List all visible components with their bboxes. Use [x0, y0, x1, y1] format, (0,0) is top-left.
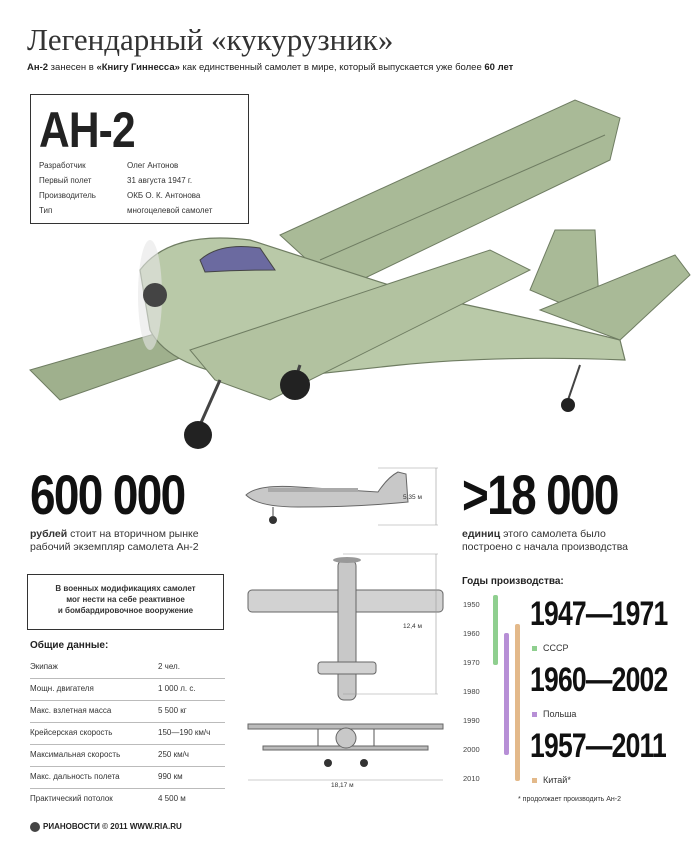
footer-url[interactable]: WWW.RIA.RU: [129, 822, 182, 832]
page-title: Легендарный «кукурузник»: [27, 22, 394, 57]
ria-logo-icon: [30, 822, 40, 832]
table-row: Мощн. двигателя 1 000 л. с.: [30, 678, 225, 701]
length-dimension-label: 12,4 м: [403, 623, 422, 630]
military-note-box: В военных модификациях самолет мог нести на себе реактивное и бомбардировочное вооружение: [27, 574, 224, 630]
poland-color-swatch: [532, 712, 537, 717]
decade-label: 1950: [463, 600, 480, 609]
three-view-drawings: [238, 462, 448, 802]
aircraft-info-box: [30, 94, 249, 224]
table-row: Практический потолок 4 500 м: [30, 794, 186, 803]
decade-label: 1990: [463, 716, 480, 725]
table-row: Макс. взлетная масса 5 500 кг: [30, 700, 225, 723]
china-color-swatch: [532, 778, 537, 783]
production-footnote: * продолжает производить Ан-2: [518, 796, 622, 803]
spec-row-type: Тип многоцелевой самолет: [39, 206, 213, 215]
decade-label: 1970: [463, 658, 480, 667]
decade-label: 2000: [463, 745, 480, 754]
production-bar-ussr: [493, 595, 498, 665]
general-data-title: Общие данные:: [30, 640, 109, 651]
units-number: >18 000: [462, 463, 618, 526]
wingspan-dimension-label: 18,17 м: [331, 782, 354, 789]
price-number: 600 000: [30, 463, 185, 526]
aircraft-name: АН-2: [39, 102, 135, 158]
units-description: единиц этого самолета было построено с начала производства: [462, 528, 629, 553]
production-bar-china: [515, 624, 520, 781]
table-row: Экипаж 2 чел.: [30, 656, 225, 679]
table-row: Макс. дальность полета 990 км: [30, 766, 225, 789]
production-bar-poland: [504, 633, 509, 755]
period-country-poland: Польша: [532, 709, 576, 719]
period-country-ussr: СССР: [532, 643, 569, 653]
price-description: рублей стоит на вторичном рынке рабочий экземпляр самолета Ан-2: [30, 528, 199, 553]
spec-row-developer: Разработчик Олег Антонов: [39, 161, 179, 170]
decade-label: 1960: [463, 629, 480, 638]
spec-row-first-flight: Первый полет 31 августа 1947 г.: [39, 176, 193, 185]
footer-credit: РИАНОВОСТИ © 2011 WWW.RIA.RU: [30, 822, 182, 832]
table-row: Максимальная скорость 250 км/ч: [30, 744, 225, 767]
ussr-color-swatch: [532, 646, 537, 651]
period-range-ussr: 1947—1971: [530, 595, 668, 633]
production-years-title: Годы производства:: [462, 576, 564, 587]
period-range-poland: 1960—2002: [530, 661, 668, 699]
period-country-china: Китай*: [532, 775, 571, 785]
height-dimension-label: 5,35 м: [403, 494, 422, 501]
front-view-drawing: [248, 724, 443, 780]
table-row: Крейсерская скорость 150—190 км/ч: [30, 722, 225, 745]
period-range-china: 1957—2011: [530, 727, 667, 765]
decade-label: 1980: [463, 687, 480, 696]
decade-label: 2010: [463, 774, 480, 783]
spec-row-manufacturer: Производитель ОКБ О. К. Антонова: [39, 191, 201, 200]
page-subtitle: Ан-2 занесен в «Книгу Гиннесса» как единственный самолет в мире, который выпускается уже более 60 лет: [27, 62, 514, 73]
